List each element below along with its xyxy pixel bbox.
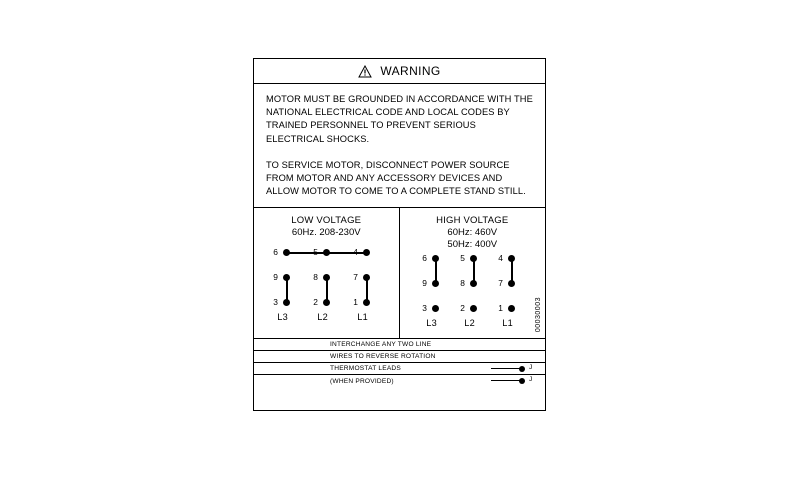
low-node-label-6: 6 (273, 247, 278, 258)
high-node-label-3: 3 (422, 303, 427, 314)
high-node-label-1: 1 (498, 303, 503, 314)
low-voltage-terminal-grid (268, 245, 384, 323)
high-voltage-title: HIGH VOLTAGE (436, 215, 509, 227)
warning-triangle-icon (358, 65, 372, 78)
low-voltage-title: LOW VOLTAGE (291, 215, 362, 227)
lead-label: J (529, 364, 533, 372)
high-node-8 (470, 280, 477, 287)
low-voltage-panel (254, 208, 400, 338)
low-voltage-subtitle: 60Hz. 208-230V (291, 227, 361, 239)
high-voltage-terminal-grid (417, 251, 527, 329)
low-node-label-9: 9 (273, 272, 278, 283)
note-text: (WHEN PROVIDED) (330, 377, 394, 385)
low-node-label-4: 4 (353, 247, 358, 258)
high-voltage-subtitle-60hz: 60Hz: 460V (447, 227, 498, 239)
low-node-6 (283, 249, 290, 256)
low-node-label-5: 5 (313, 247, 318, 258)
warning-header (254, 59, 545, 84)
low-line-label-l3: L3 (277, 312, 289, 323)
motor-wiring-nameplate (253, 58, 546, 411)
high-voltage-subtitle-50hz: 50Hz: 400V (447, 239, 498, 251)
high-node-2 (470, 305, 477, 312)
low-node-2 (323, 299, 330, 306)
high-node-7 (508, 280, 515, 287)
lead-wire (491, 380, 521, 381)
high-node-label-2: 2 (460, 303, 465, 314)
low-node-label-2: 2 (313, 297, 318, 308)
high-node-label-7: 7 (498, 278, 503, 289)
lead-label: J (529, 376, 533, 384)
warning-paragraph-service: TO SERVICE MOTOR, DISCONNECT POWER SOURCE FROM MOTOR AND ANY ACCESSORY DEVICES AND ALLOW MOTOR TO COME TO A COMPLETE STAND STILL. (266, 159, 526, 197)
thermostat-lead-symbol-1 (491, 363, 537, 374)
high-line-label-l1: L1 (502, 318, 514, 329)
low-node-label-3: 3 (273, 297, 278, 308)
low-node-label-8: 8 (313, 272, 318, 283)
high-voltage-panel (400, 208, 546, 338)
high-node-1 (508, 305, 515, 312)
note-text: THERMOSTAT LEADS (330, 365, 401, 373)
high-node-3 (432, 305, 439, 312)
low-line-label-l1: L1 (357, 312, 369, 323)
note-thermostat-leads (254, 363, 545, 375)
low-node-1 (363, 299, 370, 306)
thermostat-lead-symbol-2 (491, 375, 537, 387)
low-node-label-1: 1 (353, 297, 358, 308)
warning-paragraph-grounding: MOTOR MUST BE GROUNDED IN ACCORDANCE WITH THE NATIONAL ELECTRICAL CODE AND LOCAL CODES BY TRAINED PERSONNEL TO PREVENT SERIOUS ELECTRICAL SHOCKS. (266, 94, 533, 144)
high-node-9 (432, 280, 439, 287)
note-reverse-rotation (254, 351, 545, 363)
drawing-code: 00030003 (535, 297, 542, 333)
warning-body (254, 84, 545, 208)
high-node-label-5: 5 (460, 253, 465, 264)
note-text: WIRES TO REVERSE ROTATION (330, 353, 436, 361)
lead-terminal-dot (519, 378, 525, 384)
note-text: INTERCHANGE ANY TWO LINE (330, 341, 432, 349)
lead-terminal-dot (519, 366, 525, 372)
high-node-label-8: 8 (460, 278, 465, 289)
low-line-label-l2: L2 (317, 312, 329, 323)
note-when-provided (254, 375, 545, 387)
high-node-label-4: 4 (498, 253, 503, 264)
high-line-label-l2: L2 (464, 318, 476, 329)
low-node-label-7: 7 (353, 272, 358, 283)
voltage-connection-panels (254, 208, 545, 339)
low-node-3 (283, 299, 290, 306)
high-line-label-l3: L3 (426, 318, 438, 329)
low-node-4 (363, 249, 370, 256)
note-interchange-lines (254, 339, 545, 351)
warning-title: WARNING (380, 64, 441, 78)
lead-wire (491, 368, 521, 369)
high-node-label-6: 6 (422, 253, 427, 264)
high-node-label-9: 9 (422, 278, 427, 289)
low-node-5 (323, 249, 330, 256)
